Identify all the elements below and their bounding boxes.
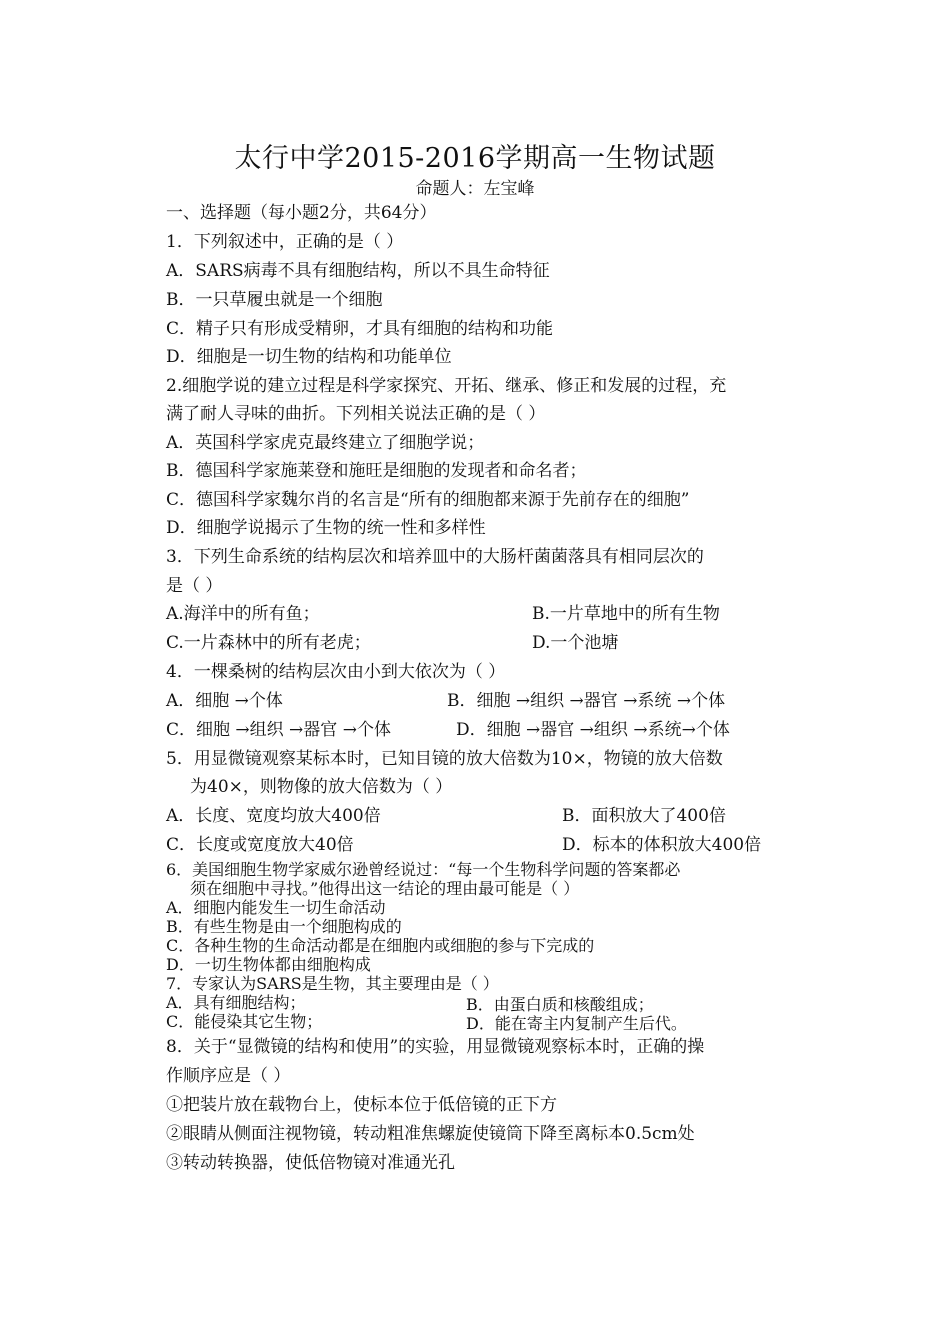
question-1-option-a: A．SARS病毒不具有细胞结构，所以不具生命特征	[166, 261, 550, 281]
question-4-option-b: B．细胞 →组织 →器官 →系统 →个体	[447, 691, 726, 711]
question-8-step-2: ②眼睛从侧面注视物镜，转动粗准焦螺旋使镜筒下降至离标本0.5cm处	[166, 1124, 695, 1144]
question-7-stem: 7．专家认为SARS是生物，其主要理由是（ ）	[166, 974, 499, 993]
question-4-option-d: D．细胞 →器官 →组织 →系统→个体	[456, 720, 730, 740]
question-1-option-b: B．一只草履虫就是一个细胞	[166, 290, 383, 310]
question-2-option-b: B．德国科学家施莱登和施旺是细胞的发现者和命名者；	[166, 461, 587, 481]
question-5-option-b: B．面积放大了400倍	[562, 806, 726, 826]
question-8-step-3: ③转动转换器，使低倍物镜对准通光孔	[166, 1153, 455, 1173]
question-7-option-d: D．能在寄主内复制产生后代。	[466, 1014, 687, 1033]
question-6-stem-line1: 6．美国细胞生物学家威尔逊曾经说过：“每一个生物科学问题的答案都必	[166, 860, 681, 879]
question-5-option-a: A．长度、宽度均放大400倍	[166, 806, 381, 826]
question-5-option-c: C．长度或宽度放大40倍	[166, 835, 354, 855]
question-3-option-c: C.一片森林中的所有老虎；	[166, 633, 371, 653]
question-1-option-c: C．精子只有形成受精卵，才具有细胞的结构和功能	[166, 319, 554, 339]
question-5-option-d: D．标本的体积放大400倍	[562, 835, 762, 855]
question-4-option-a: A．细胞 →个体	[166, 691, 283, 711]
question-1-stem: 1．下列叙述中，正确的是（ ）	[166, 232, 404, 252]
question-4-option-c: C．细胞 →组织 →器官 →个体	[166, 720, 391, 740]
question-3-stem-line2: 是（ ）	[166, 576, 223, 596]
question-2-option-d: D．细胞学说揭示了生物的统一性和多样性	[166, 518, 486, 538]
question-4-stem: 4．一棵桑树的结构层次由小到大依次为（ ）	[166, 662, 506, 682]
question-6-option-a: A．细胞内能发生一切生命活动	[166, 898, 386, 917]
question-7-option-c: C．能侵染其它生物；	[166, 1012, 323, 1031]
exam-author: 命题人：左宝峰	[415, 179, 535, 199]
question-3-option-a: A.海洋中的所有鱼；	[166, 604, 320, 624]
question-7-option-b: B．由蛋白质和核酸组成；	[466, 995, 654, 1014]
question-8-stem-line2: 作顺序应是（ ）	[166, 1066, 291, 1086]
question-1-option-d: D．细胞是一切生物的结构和功能单位	[166, 347, 452, 367]
section-heading: 一、选择题（每小题2分，共64分）	[166, 203, 437, 223]
question-7-option-a: A．具有细胞结构；	[166, 993, 306, 1012]
question-3-stem-line1: 3．下列生命系统的结构层次和培养皿中的大肠杆菌菌落具有相同层次的	[166, 547, 704, 567]
question-8-stem-line1: 8．关于“显微镜的结构和使用”的实验，用显微镜观察标本时，正确的操	[166, 1037, 705, 1057]
question-6-option-b: B．有些生物是由一个细胞构成的	[166, 917, 402, 936]
question-5-stem-line1: 5．用显微镜观察某标本时，已知目镜的放大倍数为10×，物镜的放大倍数	[166, 749, 723, 769]
question-5-stem-line2: 为40×，则物像的放大倍数为（ ）	[190, 777, 453, 797]
exam-title: 太行中学2015-2016学期高一生物试题	[234, 143, 716, 174]
question-6-option-c: C．各种生物的生命活动都是在细胞内或细胞的参与下完成的	[166, 936, 595, 955]
question-3-option-b: B.一片草地中的所有生物	[532, 604, 720, 624]
question-2-stem-line1: 2.细胞学说的建立过程是科学家探究、开拓、继承、修正和发展的过程，充	[166, 376, 727, 396]
question-2-option-c: C．德国科学家魏尔肖的名言是“所有的细胞都来源于先前存在的细胞”	[166, 490, 690, 510]
question-2-stem-line2: 满了耐人寻味的曲折。下列相关说法正确的是（ ）	[166, 404, 546, 424]
question-6-stem-line2: 须在细胞中寻找。”他得出这一结论的理由最可能是（ ）	[190, 879, 580, 898]
question-8-step-1: ①把装片放在载物台上，使标本位于低倍镜的正下方	[166, 1095, 557, 1115]
question-3-option-d: D.一个池塘	[532, 633, 619, 653]
question-6-option-d: D．一切生物体都由细胞构成	[166, 955, 371, 974]
question-2-option-a: A．英国科学家虎克最终建立了细胞学说；	[166, 433, 485, 453]
